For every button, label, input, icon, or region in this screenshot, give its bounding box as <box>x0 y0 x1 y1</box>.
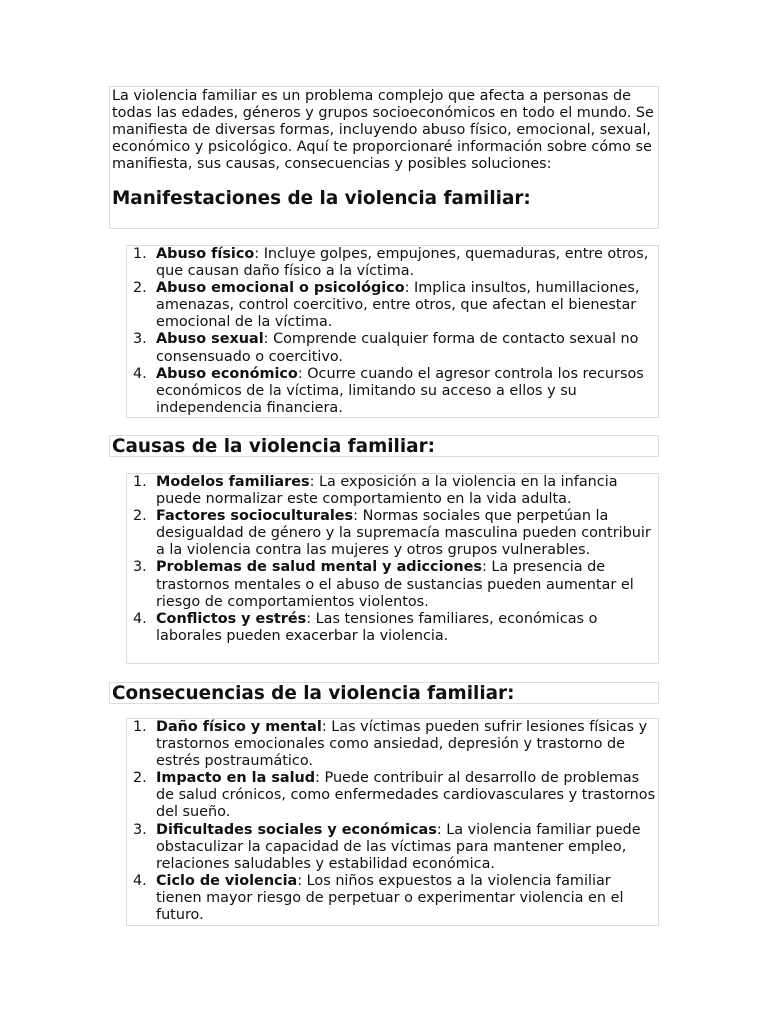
item-number: 4. <box>133 365 147 382</box>
item-text: : La presencia de trastornos mentales o el abuso de sustancias pueden aumentar el riesgo de comportamientos violentos. <box>156 559 634 610</box>
item-text: : Normas sociales que perpetúan la desigualdad de género y la supremacía masculina pueden contribuir a la violencia contra las mujeres y otros grupos vulnerables. <box>156 508 651 559</box>
list-item <box>127 331 658 365</box>
item-text: : La violencia familiar puede obstaculizar la capacidad de las víctimas para mantener empleo, relaciones saludables y estabilidad económica. <box>156 821 641 872</box>
list-causas <box>126 473 659 664</box>
list-consecuencias <box>126 718 659 926</box>
item-text: : La exposición a la violencia en la infancia puede normalizar este comportamiento en la vida adulta. <box>156 474 618 508</box>
list-item <box>127 719 658 770</box>
section-heading-causas: Causas de la violencia familiar: <box>112 436 435 457</box>
item-text: : Puede contribuir al desarrollo de problemas de salud crónicos, como enfermedades cardiovasculares y trastornos del sueño. <box>156 770 656 821</box>
item-term: Abuso físico <box>156 246 255 262</box>
list-item <box>127 770 658 821</box>
list-item <box>127 611 658 645</box>
item-term: Problemas de salud mental y adicciones <box>156 559 482 576</box>
item-text: : Implica insultos, humillaciones, amenazas, control coercitivo, entre otros, que afectan el bienestar emocional de la víctima. <box>156 280 640 331</box>
document-page <box>109 86 659 926</box>
item-term: Dificultades sociales y económicas <box>156 821 437 838</box>
item-text: : Incluye golpes, empujones, quemaduras, entre otros, que causan daño físico a la víctima. <box>156 246 649 280</box>
item-term: Ciclo de violencia <box>156 872 298 889</box>
list-item <box>127 822 658 873</box>
item-term: Abuso económico <box>156 365 298 382</box>
item-text: : Las tensiones familiares, económicas o laborales pueden exacerbar la violencia. <box>156 610 598 644</box>
item-number: 2. <box>133 280 147 297</box>
list-item <box>127 508 658 559</box>
item-number: 4. <box>133 610 147 627</box>
item-number: 1. <box>133 246 147 262</box>
heading-box-consecuencias <box>109 682 659 704</box>
list-manifestaciones <box>126 245 659 418</box>
list-item <box>127 873 658 924</box>
item-number: 3. <box>133 331 147 348</box>
section-heading-manifestaciones: Manifestaciones de la violencia familiar: <box>112 188 531 210</box>
item-number: 1. <box>133 719 147 735</box>
list-item <box>127 559 658 610</box>
item-text: : Los niños expuestos a la violencia familiar tienen mayor riesgo de perpetuar o experimentar violencia en el futuro. <box>156 872 624 924</box>
intro-paragraph: La violencia familiar es un problema complejo que afecta a personas de todas las edades, géneros y grupos socioeconómicos en todo el mundo. Se manifiesta de diversas formas, incluyendo abuso físico, emocional, sexual, económico y psicológico. Aquí te proporcionaré información sobre cómo se manifiesta, sus causas, consecuencias y posibles soluciones: <box>112 88 654 173</box>
item-term: Modelos familiares <box>156 474 310 490</box>
item-number: 3. <box>133 821 147 838</box>
intro-block <box>109 86 659 229</box>
item-text: : Las víctimas pueden sufrir lesiones físicas y trastornos emocionales como ansiedad, depresión y trastorno de estrés postraumático. <box>156 719 648 770</box>
item-term: Conflictos y estrés <box>156 610 307 627</box>
item-number: 4. <box>133 872 147 889</box>
item-number: 2. <box>133 508 147 525</box>
item-number: 2. <box>133 770 147 787</box>
heading-box-causas <box>109 435 659 457</box>
item-number: 3. <box>133 559 147 576</box>
list-item <box>127 366 658 417</box>
list-item <box>127 280 658 331</box>
list-item <box>127 474 658 508</box>
item-text: : Ocurre cuando el agresor controla los recursos económicos de la víctima, limitando su acceso a ellos y su independencia financiera. <box>156 365 644 416</box>
item-number: 1. <box>133 474 147 490</box>
item-term: Impacto en la salud <box>156 770 316 787</box>
item-term: Daño físico y mental <box>156 719 322 735</box>
item-text: : Comprende cualquier forma de contacto sexual no consensuado o coercitivo. <box>156 331 639 365</box>
item-term: Factores socioculturales <box>156 508 354 525</box>
section-heading-consecuencias: Consecuencias de la violencia familiar: <box>112 683 515 704</box>
item-term: Abuso sexual <box>156 331 264 348</box>
item-term: Abuso emocional o psicológico <box>156 280 405 297</box>
list-item <box>127 246 658 280</box>
